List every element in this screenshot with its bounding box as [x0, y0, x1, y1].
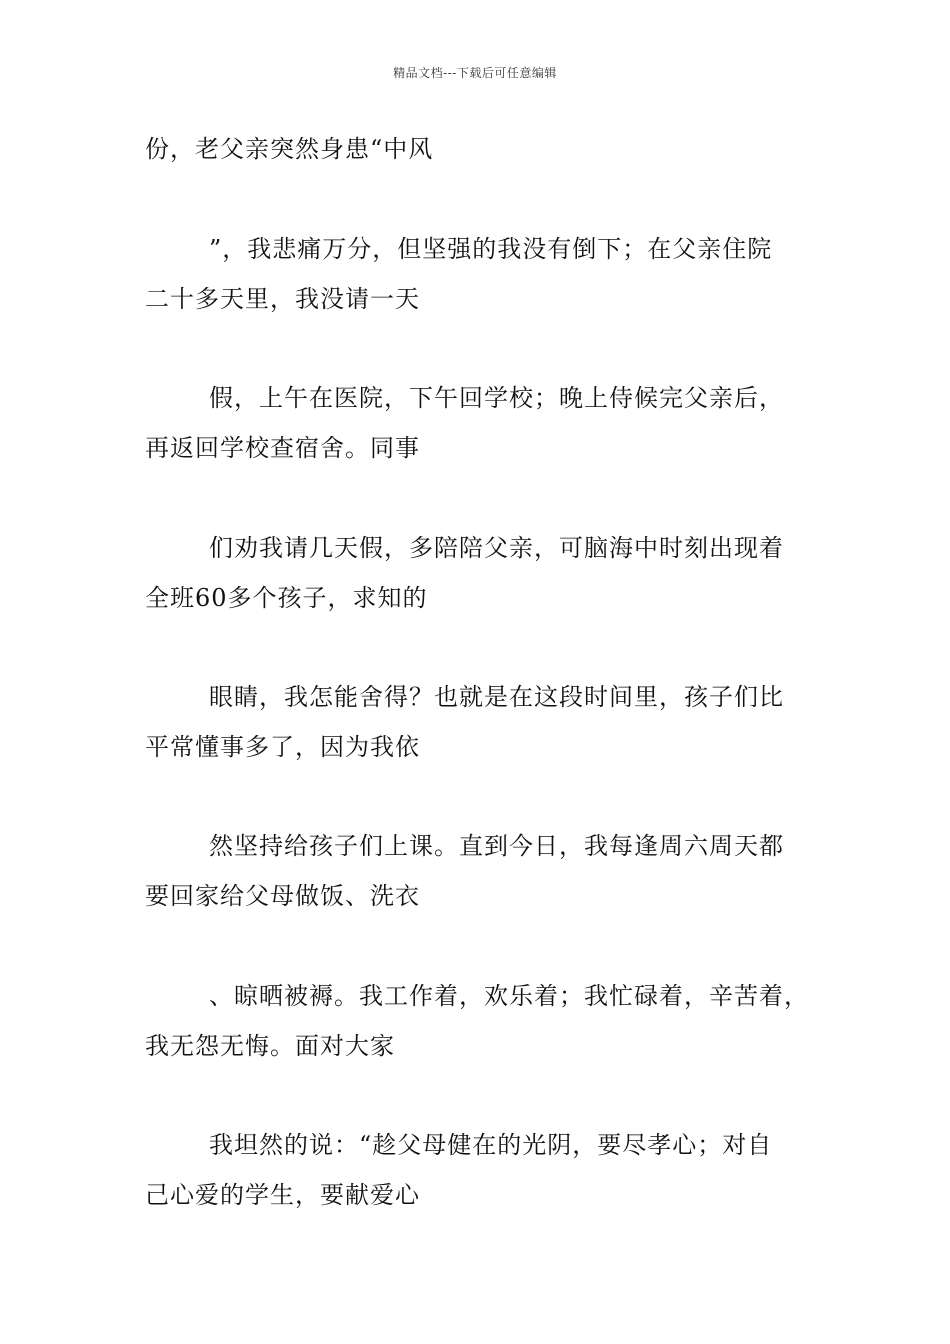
- paragraph-line: 然坚持给孩子们上课。直到今日，我每逢周六周天都: [209, 832, 784, 860]
- paragraph-line: 、晾晒被褥。我工作着，欢乐着；我忙碌着，辛苦着，: [209, 982, 809, 1010]
- paragraph-line: 要回家给父母做饭、洗衣: [145, 882, 420, 910]
- paragraph-line: ”，我悲痛万分，但坚强的我没有倒下；在父亲住院: [209, 235, 773, 263]
- paragraph-line: 平常懂事多了，因为我依: [145, 733, 420, 761]
- paragraph-line: 再返回学校查宿舍。同事: [145, 434, 420, 462]
- paragraph-line: 全班60多个孩子，求知的: [145, 584, 428, 612]
- paragraph-line: 己心爱的学生，要献爱心: [145, 1181, 420, 1209]
- paragraph-line: 我无怨无悔。面对大家: [145, 1032, 395, 1060]
- paragraph-line: 二十多天里，我没请一天: [145, 285, 420, 313]
- paragraph-line: 我坦然的说：“趁父母健在的光阴，要尽孝心；对自: [209, 1131, 773, 1159]
- paragraph-line: 份，老父亲突然身患“中风: [145, 135, 434, 163]
- paragraph-line: 眼睛，我怎能舍得？也就是在这段时间里，孩子们比: [209, 683, 784, 711]
- paragraph-line: 们劝我请几天假，多陪陪父亲，可脑海中时刻出现着: [209, 534, 784, 562]
- paragraph-line: 假，上午在医院，下午回学校；晚上侍候完父亲后，: [209, 384, 784, 412]
- page-header: 精品文档---下载后可任意编辑: [393, 66, 557, 80]
